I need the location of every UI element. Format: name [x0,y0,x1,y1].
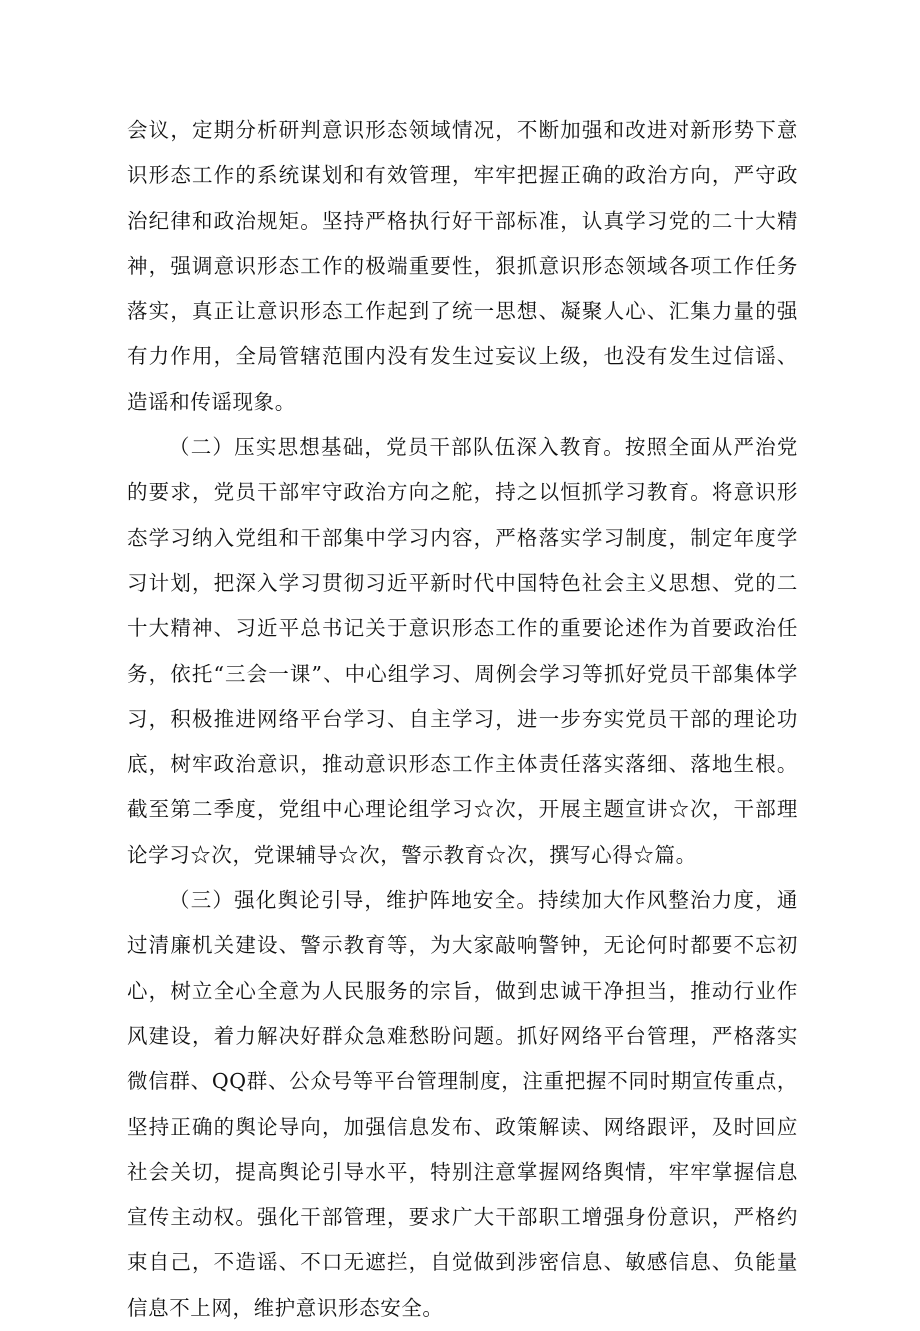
document-body [127,108,798,1331]
paragraph-section-2: （二）压实思想基础，党员干部队伍深入教育。按照全面从严治党的要求，党员干部牢守政治方向之舵，持之以恒抓学习教育。将意识形态学习纳入党组和干部集中学习内容，严格落实学习制度，制定年度学习计划，把深入学习贯彻习近平新时代中国特色社会主义思想、党的二十大精神、习近平总书记关于意识形态工作的重要论述作为首要政治任务，依托“三会一课”、中心组学习、周例会学习等抓好党员干部集体学习，积极推进网络平台学习、自主学习，进一步夯实党员干部的理论功底，树牢政治意识，推动意识形态工作主体责任落实落细、落地生根。截至第二季度，党组中心理论组学习☆次，开展主题宣讲☆次，干部理论学习☆次，党课辅导☆次，警示教育☆次，撰写心得☆篇。 [127,435,798,867]
paragraph-section-3: （三）强化舆论引导，维护阵地安全。持续加大作风整治力度，通过清廉机关建设、警示教育等，为大家敲响警钟，无论何时都要不忘初心，树立全心全意为人民服务的宗旨，做到忠诚干净担当，推动行业作风建设，着力解决好群众急难愁盼问题。抓好网络平台管理，严格落实微信群、QQ群、公众号等平台管理制度，注重把握不同时期宣传重点，坚持正确的舆论导向，加强信息发布、政策解读、网络跟评，及时回应社会关切，提高舆论引导水平，特别注意掌握网络舆情，牢牢掌握信息宣传主动权。强化干部管理，要求广大干部职工增强身份意识，严格约束自己，不造谣、不口无遮拦，自觉做到涉密信息、敏感信息、负能量信息不上网，维护意识形态安全。 [127,888,798,1320]
paragraph-continuation: 会议，定期分析研判意识形态领域情况，不断加强和改进对新形势下意识形态工作的系统谋划和有效管理，牢牢把握正确的政治方向，严守政治纪律和政治规矩。坚持严格执行好干部标准，认真学习党的二十大精神，强调意识形态工作的极端重要性，狠抓意识形态领域各项工作任务落实，真正让意识形态工作起到了统一思想、凝聚人心、汇集力量的强有力作用，全局管辖范围内没有发生过妄议上级，也没有发生过信谣、造谣和传谣现象。 [127,118,798,414]
